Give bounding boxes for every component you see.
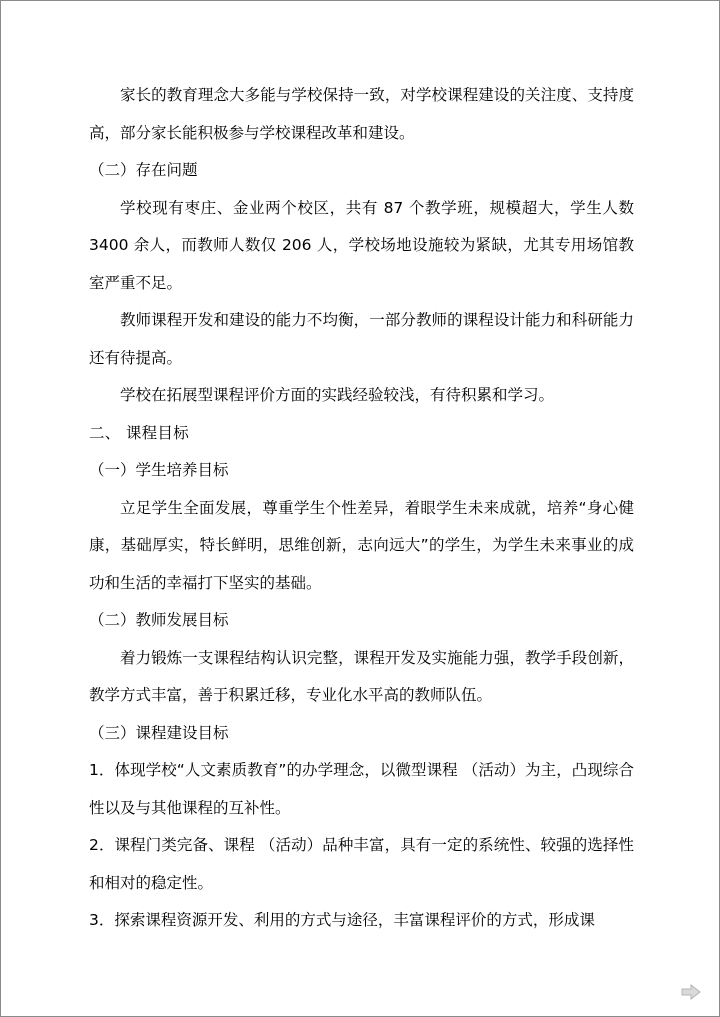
heading-student-goals: （一）学生培养目标 [89, 461, 229, 479]
paragraph-evaluation-experience: 学校在拓展型课程评价方面的实践经验较浅，有待积累和学习。 [120, 386, 555, 404]
heading-existing-problems: （二）存在问题 [89, 161, 198, 179]
list-item-1: 1．体现学校“人文素质教育”的办学理念，以微型课程 （活动）为主，凸现综合性以及与其他课程的互补性。 [89, 761, 634, 817]
heading-teacher-goals: （二）教师发展目标 [89, 611, 229, 629]
paragraph-school-scale: 学校现有枣庄、金业两个校区，共有 87 个教学班，规模超大，学生人数 3400 余人，而教师人数仅 206 人，学校场地设施较为紧缺，尤其专用场馆教室严重不足。 [89, 198, 634, 292]
arrow-right-icon [681, 984, 701, 1000]
next-page-button[interactable] [681, 984, 701, 1000]
heading-course-goals: 二、 课程目标 [89, 423, 190, 442]
paragraph-student-development: 立足学生全面发展，尊重学生个性差异，着眼学生未来成就，培养“身心健康，基础厚实，特长鲜明，思维创新，志向远大”的学生，为学生未来事业的成功和生活的幸福打下坚实的基础。 [89, 498, 634, 592]
document-body [89, 77, 634, 940]
list-item-3: 3．探索课程资源开发、利用的方式与途径，丰富课程评价的方式，形成课 [89, 911, 595, 929]
paragraph-parent-support: 家长的教育理念大多能与学校保持一致，对学校课程建设的关注度、支持度高，部分家长能积极参与学校课程改革和建设。 [89, 86, 634, 142]
paragraph-teacher-ability: 教师课程开发和建设的能力不均衡，一部分教师的课程设计能力和科研能力还有待提高。 [89, 311, 634, 367]
list-item-2: 2．课程门类完备、课程 （活动）品种丰富，具有一定的系统性、较强的选择性和相对的稳定性。 [89, 836, 634, 892]
heading-course-construction-goals: （三）课程建设目标 [89, 723, 229, 742]
paragraph-teacher-team: 着力锻炼一支课程结构认识完整，课程开发及实施能力强，教学手段创新，教学方式丰富，善于积累迁移，专业化水平高的教师队伍。 [89, 648, 634, 704]
